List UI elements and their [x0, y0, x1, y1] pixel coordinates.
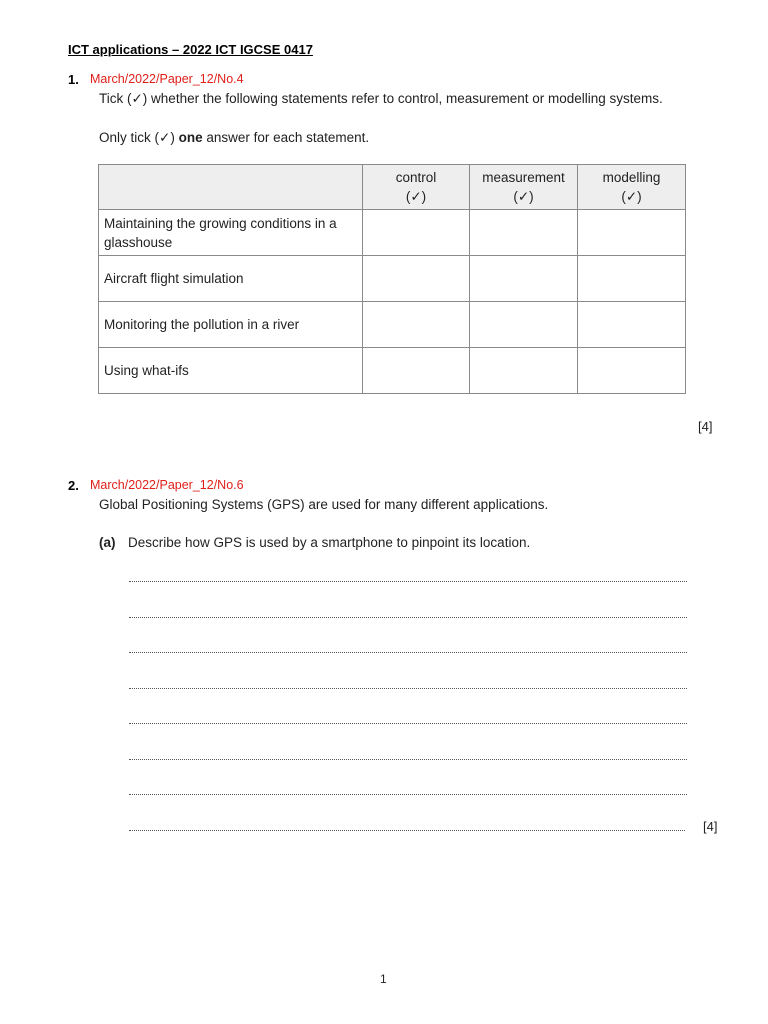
- table-row: [99, 302, 686, 348]
- question-2-intro: Global Positioning Systems (GPS) are used for many different applications.: [99, 497, 549, 512]
- tick-note-suffix: answer for each statement.: [202, 130, 370, 145]
- tick-cell-control[interactable]: [363, 302, 470, 348]
- table-row: [99, 256, 686, 302]
- question-1-instruction: Tick (✓) whether the following statements refer to control, measurement or modelling systems.: [99, 91, 663, 106]
- question-1-reference: March/2022/Paper_12/No.4: [90, 72, 244, 86]
- tick-cell-measurement[interactable]: [470, 302, 578, 348]
- classification-table: [98, 164, 686, 394]
- tick-cell-measurement[interactable]: [470, 256, 578, 302]
- tick-note-emphasis: one: [178, 130, 203, 145]
- tick-note-prefix: Only tick (✓): [99, 130, 179, 145]
- tick-cell-modelling[interactable]: [578, 210, 686, 256]
- header-statement-cell: [99, 165, 363, 210]
- tick-cell-modelling[interactable]: [578, 348, 686, 394]
- header-modelling: modelling (✓): [578, 165, 686, 210]
- page-number: 1: [380, 972, 387, 986]
- statement-cell: Monitoring the pollution in a river: [99, 302, 363, 348]
- tick-cell-control[interactable]: [363, 348, 470, 394]
- table-row: [99, 210, 686, 256]
- header-control: control (✓): [363, 165, 470, 210]
- question-1-marks: [4]: [698, 419, 713, 434]
- answer-line[interactable]: [129, 723, 687, 724]
- tick-cell-modelling[interactable]: [578, 302, 686, 348]
- answer-line[interactable]: [129, 688, 687, 689]
- document-title: ICT applications – 2022 ICT IGCSE 0417: [68, 42, 313, 57]
- tick-cell-modelling[interactable]: [578, 256, 686, 302]
- question-1-tick-note: [99, 130, 369, 146]
- answer-line[interactable]: [129, 617, 687, 618]
- question-2-number: 2.: [68, 478, 79, 493]
- statement-cell: Aircraft flight simulation: [99, 256, 363, 302]
- statement-cell: Using what-ifs: [99, 348, 363, 394]
- tick-cell-control[interactable]: [363, 256, 470, 302]
- tick-cell-measurement[interactable]: [470, 348, 578, 394]
- statement-cell: Maintaining the growing conditions in a glasshouse: [99, 210, 363, 256]
- question-2a-text: Describe how GPS is used by a smartphone to pinpoint its location.: [128, 535, 531, 550]
- question-1-number: 1.: [68, 72, 79, 87]
- question-2a-marks: [4]: [703, 819, 718, 834]
- answer-line[interactable]: [129, 581, 687, 582]
- question-2-reference: March/2022/Paper_12/No.6: [90, 478, 244, 492]
- question-2a-label: (a): [99, 535, 116, 550]
- table-header-row: [99, 165, 686, 210]
- header-measurement: measurement (✓): [470, 165, 578, 210]
- tick-cell-measurement[interactable]: [470, 210, 578, 256]
- table-row: [99, 348, 686, 394]
- answer-line[interactable]: [129, 794, 687, 795]
- answer-line[interactable]: [129, 652, 687, 653]
- tick-cell-control[interactable]: [363, 210, 470, 256]
- answer-line[interactable]: [129, 759, 687, 760]
- answer-line[interactable]: [129, 830, 685, 831]
